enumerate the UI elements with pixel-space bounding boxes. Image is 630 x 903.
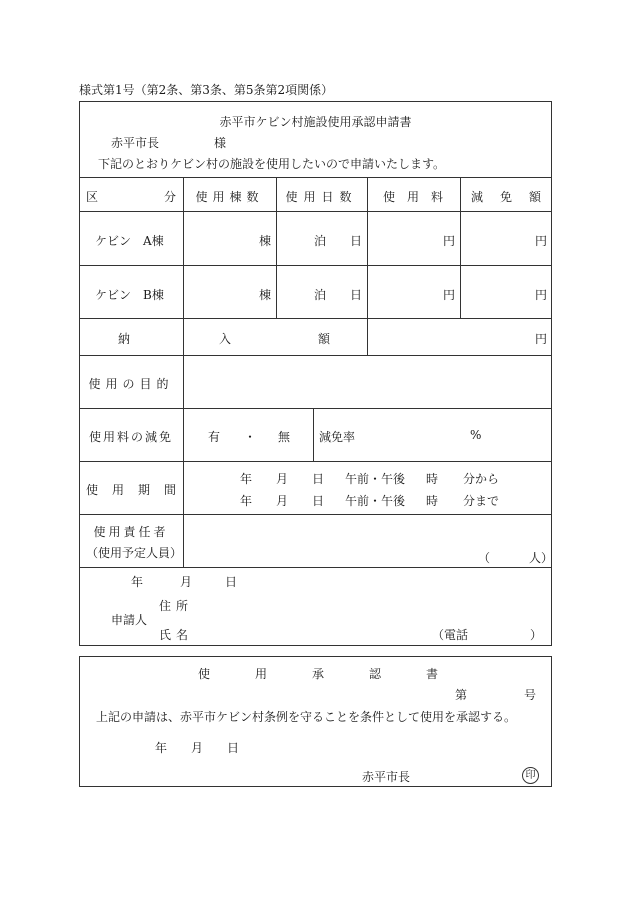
approval-day: 日 [227, 741, 240, 755]
row-a-units-unit: 棟 [259, 234, 272, 248]
period-label: 使 用 期 間 [86, 483, 176, 497]
period-start-year: 年 [240, 472, 253, 486]
period-end-month: 月 [276, 494, 289, 508]
period-start-minute: 分から [463, 472, 500, 486]
rule-responsible-bottom [79, 567, 552, 568]
rule-period-bottom [79, 514, 552, 515]
fee-reduction-label: 使用料の減免 [88, 430, 173, 444]
reduction-rate-label: 減免率 [319, 430, 356, 444]
honorific: 様 [214, 136, 227, 150]
header-category: 区 分 [86, 190, 176, 204]
period-start-hour: 時 [426, 472, 439, 486]
approval-year: 年 [155, 741, 168, 755]
row-b-nights-unit: 泊 [314, 288, 327, 302]
approval-number-prefix: 第 [455, 688, 468, 702]
period-end-minute: 分まで [463, 494, 500, 508]
phone-close-paren: ） [530, 628, 543, 642]
application-day: 日 [225, 575, 238, 589]
row-a-nights-unit: 泊 [314, 234, 327, 248]
application-month: 月 [180, 575, 193, 589]
presence-no: 無 [278, 430, 291, 444]
application-title: 赤平市ケビン村施設使用承認申請書 [219, 115, 412, 129]
period-start-ampm: 午前・午後 [345, 472, 406, 486]
presence-yes: 有 [208, 430, 221, 444]
approval-month: 月 [191, 741, 204, 755]
approval-number-suffix: 号 [524, 688, 537, 702]
name-label: 氏名 [159, 628, 194, 642]
row-b-days-unit: 日 [350, 288, 363, 302]
applicant-label: 申請人 [111, 613, 148, 627]
row-b-units-unit: 棟 [259, 288, 272, 302]
people-unit: 人） [529, 551, 554, 565]
period-end-ampm: 午前・午後 [345, 494, 406, 508]
header-units: 使用棟数 [195, 190, 264, 204]
application-intro: 下記のとおりケビン村の施設を使用したいので申請いたします。 [98, 157, 446, 171]
people-open-paren: （ [478, 551, 491, 565]
rule-purpose-bottom [79, 408, 552, 409]
presence-separator: ・ [244, 430, 257, 444]
period-start-day: 日 [312, 472, 325, 486]
planned-people-label: （使用予定人員） [86, 546, 183, 560]
payment-unit: 円 [535, 332, 548, 346]
row-a-fee-unit: 円 [443, 234, 456, 248]
rule-header-top [79, 177, 552, 178]
row-label-cabin-a: ケビン A棟 [95, 234, 164, 248]
rule-reduction-bottom [79, 461, 552, 462]
addressee: 赤平市長 [111, 136, 160, 150]
rule-row-a-bottom [79, 265, 552, 266]
rule-label-column [183, 177, 184, 567]
seal-mark: 印 [522, 767, 539, 784]
payment-label-2: 入 [219, 332, 232, 346]
responsible-label: 使用責任者 [93, 525, 169, 539]
header-days: 使用日数 [285, 190, 358, 204]
rule-reduction-split [313, 408, 314, 461]
form-number-note: 様式第1号（第2条、第3条、第5条第2項関係） [79, 83, 334, 97]
purpose-label: 使用の目的 [88, 377, 174, 391]
rule-header-bottom [79, 211, 552, 212]
row-b-reduction-unit: 円 [535, 288, 548, 302]
row-label-cabin-b: ケビン B棟 [95, 288, 164, 302]
approval-title: 使 用 承 認 書 [198, 667, 438, 681]
header-fee: 使 用 料 [383, 190, 443, 204]
application-year: 年 [131, 575, 144, 589]
header-reduction: 減 免 額 [471, 190, 541, 204]
payment-label-1: 納 [118, 332, 131, 346]
period-end-day: 日 [312, 494, 325, 508]
payment-label-3: 額 [318, 332, 331, 346]
period-end-hour: 時 [426, 494, 439, 508]
approval-text: 上記の申請は、赤平市ケビン村条例を守ることを条件として使用を承認する。 [96, 710, 517, 724]
period-end-year: 年 [240, 494, 253, 508]
address-label: 住所 [159, 599, 194, 613]
approval-signer: 赤平市長 [362, 770, 411, 784]
row-a-days-unit: 日 [350, 234, 363, 248]
rule-fee-column [460, 177, 461, 318]
phone-label: （電話 [432, 628, 469, 642]
period-start-month: 月 [276, 472, 289, 486]
row-a-reduction-unit: 円 [535, 234, 548, 248]
row-b-fee-unit: 円 [443, 288, 456, 302]
rule-days-column [367, 177, 368, 355]
rule-row-b-bottom [79, 318, 552, 319]
percent-sign: % [470, 428, 482, 442]
rule-payment-bottom [79, 355, 552, 356]
